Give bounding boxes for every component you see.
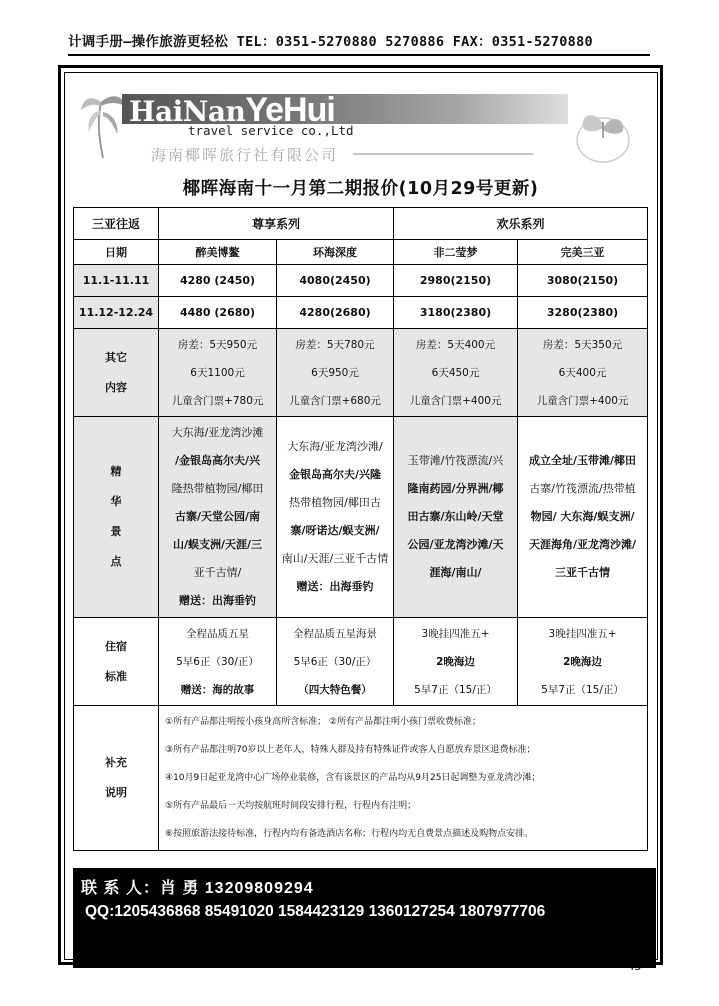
label-line: 标准 — [105, 669, 127, 683]
other-line: 房差：5天950元 — [177, 338, 258, 351]
spots-cell — [518, 417, 648, 618]
label-line: 住宿 — [105, 639, 127, 653]
product-name: 非二莹梦 — [394, 240, 518, 265]
product-name: 完美三亚 — [518, 240, 648, 265]
hotel-line: （四大特色餐） — [298, 683, 372, 696]
hotel-line: 5早6正（30/正） — [176, 655, 259, 668]
other-line: 儿童含门票+400元 — [536, 394, 629, 407]
spot-line: 赠送：出海垂钓 — [296, 580, 374, 593]
hotel-line: 5早7正（15/正） — [414, 683, 497, 696]
note-line: ①所有产品都注明按小孩身高所含标准； ②所有产品都注明小孩门票收费标准； — [165, 717, 481, 727]
spot-line: 大东海/亚龙湾沙滩/ — [287, 440, 383, 453]
other-line: 6天450元 — [431, 366, 480, 379]
other-line: 儿童含门票+680元 — [289, 394, 381, 407]
other-line: 6天1100元 — [190, 366, 245, 379]
label-line: 说明 — [105, 786, 127, 799]
label-line: 其它 — [105, 350, 127, 364]
price-value: 3180(2380) — [394, 297, 518, 329]
notes-cell — [159, 706, 648, 851]
spot-line: 赠送：出海垂钓 — [179, 594, 256, 607]
other-line: 6天400元 — [558, 366, 607, 379]
page-title: 椰晖海南十一月第二期报价(10月29号更新) — [182, 179, 539, 199]
note-line: ③所有产品都注明70岁以上老年人，特殊人群及持有特殊证件或客人自愿放弃景区退费标准； — [165, 745, 536, 755]
other-line: 房差：5天780元 — [295, 338, 375, 351]
group-happy: 欢乐系列 — [394, 208, 648, 240]
contact-panel — [73, 868, 656, 968]
spot-line: 古寨/竹筏漂流/热带植 — [529, 482, 636, 495]
hotel-line: 3晚挂四准五+ — [421, 627, 490, 640]
label-line: 点 — [110, 555, 122, 568]
price-value: 4280 (2450) — [159, 265, 277, 297]
hotel-cell — [518, 618, 648, 706]
hotel-line: 全程品质五星 — [186, 627, 249, 640]
label-line: 华 — [110, 495, 122, 508]
date-range: 11.12-12.24 — [74, 297, 159, 329]
hotel-line: 赠送：海的故事 — [180, 683, 255, 696]
price-value: 3080(2150) — [518, 265, 648, 297]
hotel-cell — [277, 618, 394, 706]
spot-line: 金银岛高尔夫/兴隆 — [288, 468, 382, 481]
price-table — [73, 207, 648, 851]
label-line: 精 — [110, 465, 122, 478]
spot-line: 玉带滩/竹筏漂流/兴 — [407, 454, 504, 467]
other-line: 儿童含门票+400元 — [409, 394, 502, 407]
spot-line: /金银岛高尔夫/兴 — [174, 454, 261, 467]
spot-line: 大东海/亚龙湾沙滩 — [171, 426, 264, 439]
logo-divider — [353, 153, 533, 155]
hotel-line: 5早7正（15/正） — [541, 683, 624, 696]
spots-cell — [394, 417, 518, 618]
product-name: 醉美博鳌 — [159, 240, 277, 265]
hotel-cell — [159, 618, 277, 706]
spot-line: 南山/天涯/三亚千古情 — [281, 552, 389, 565]
contact-qq: QQ:1205436868 85491020 1584423129 1360127254 1807977706 — [85, 903, 546, 920]
spot-line: 涯海/南山/ — [429, 566, 482, 579]
spot-line: 亚千古情/ — [193, 566, 242, 579]
other-cell — [518, 329, 648, 417]
spot-line: 寨/呀诺达/蜈支洲/ — [290, 524, 380, 537]
price-value: 2980(2150) — [394, 265, 518, 297]
spot-line: 田古寨/东山岭/天堂 — [407, 510, 504, 523]
contact-person: 联 系 人：肖 勇 13209809294 — [81, 880, 314, 897]
logo-subtitle: travel service co.,Ltd — [188, 123, 354, 138]
hotel-line: 2晚海边 — [436, 655, 475, 668]
spot-line: 三亚千古情 — [555, 566, 611, 579]
spot-line: 天涯海角/亚龙湾沙滩/ — [529, 538, 637, 551]
logo-wordmark-a: HaiNan — [129, 95, 246, 128]
hotel-line: 2晚海边 — [563, 655, 602, 668]
date-label: 日期 — [74, 240, 159, 265]
logo-chinese-name: 海南椰晖旅行社有限公司 — [151, 146, 339, 164]
other-cell — [394, 329, 518, 417]
spots-label — [74, 417, 159, 618]
label-line: 补充 — [105, 756, 127, 769]
price-value: 3280(2380) — [518, 297, 648, 329]
label-line: 景 — [110, 525, 122, 538]
spot-line: 热带植物园/椰田古 — [289, 496, 381, 509]
note-line: ⑥按照旅游法接待标准，行程内均有备选酒店名称；行程内均无自费景点描述及购物点安排。 — [165, 829, 534, 839]
spots-cell — [277, 417, 394, 618]
note-line: ④10月9日起亚龙湾中心广场停业装修，含有该景区的产品均从9月25日起调整为亚龙湾沙滩； — [165, 773, 541, 783]
notes-label — [74, 706, 159, 851]
spot-line: 公园/亚龙湾沙滩/天 — [407, 538, 504, 551]
hotel-line: 5早6正（30/正） — [293, 655, 377, 668]
running-header: 计调手册—操作旅游更轻松 TEL：0351-5270880 5270886 FAX：0351-5270880 — [68, 32, 650, 56]
spot-line: 成立全址/玉带滩/椰田 — [529, 454, 637, 467]
other-line: 房差：5天350元 — [542, 338, 623, 351]
butterfly-emblem-icon — [573, 104, 633, 168]
price-value: 4280(2680) — [277, 297, 394, 329]
hotel-line: 全程品质五星海景 — [293, 627, 377, 640]
other-line: 房差：5天400元 — [415, 338, 496, 351]
spot-line: 古寨/天堂公园/南 — [174, 510, 261, 523]
price-value: 4080(2450) — [277, 265, 394, 297]
other-cell — [277, 329, 394, 417]
spot-line: 山/蜈支洲/天涯/三 — [172, 538, 263, 551]
spot-line: 隆热带植物园/椰田 — [171, 482, 264, 495]
group-premium: 尊享系列 — [159, 208, 394, 240]
hotel-line: 3晚挂四准五+ — [548, 627, 617, 640]
hotel-cell — [394, 618, 518, 706]
label-line: 内容 — [105, 380, 127, 394]
hotel-label — [74, 618, 159, 706]
other-line: 6天950元 — [311, 366, 359, 379]
table-corner: 三亚往返 — [74, 208, 159, 240]
palm-leaf-logo-icon — [79, 88, 127, 160]
other-cell — [159, 329, 277, 417]
brand-banner — [73, 84, 648, 174]
product-name: 环海深度 — [277, 240, 394, 265]
spot-line: 物园/ 大东海/蜈支洲/ — [530, 510, 635, 523]
note-line: ⑤所有产品最后一天均按航班时间段安排行程，行程内有注明； — [165, 801, 417, 811]
spot-line: 隆南药园/分界洲/椰 — [407, 482, 504, 495]
date-range: 11.1-11.11 — [74, 265, 159, 297]
page-number: - 45 - — [620, 960, 649, 973]
spots-cell — [159, 417, 277, 618]
logo-wordmark-b: YeHui — [245, 91, 335, 129]
other-label — [74, 329, 159, 417]
other-line: 儿童含门票+780元 — [171, 394, 264, 407]
price-value: 4480 (2680) — [159, 297, 277, 329]
